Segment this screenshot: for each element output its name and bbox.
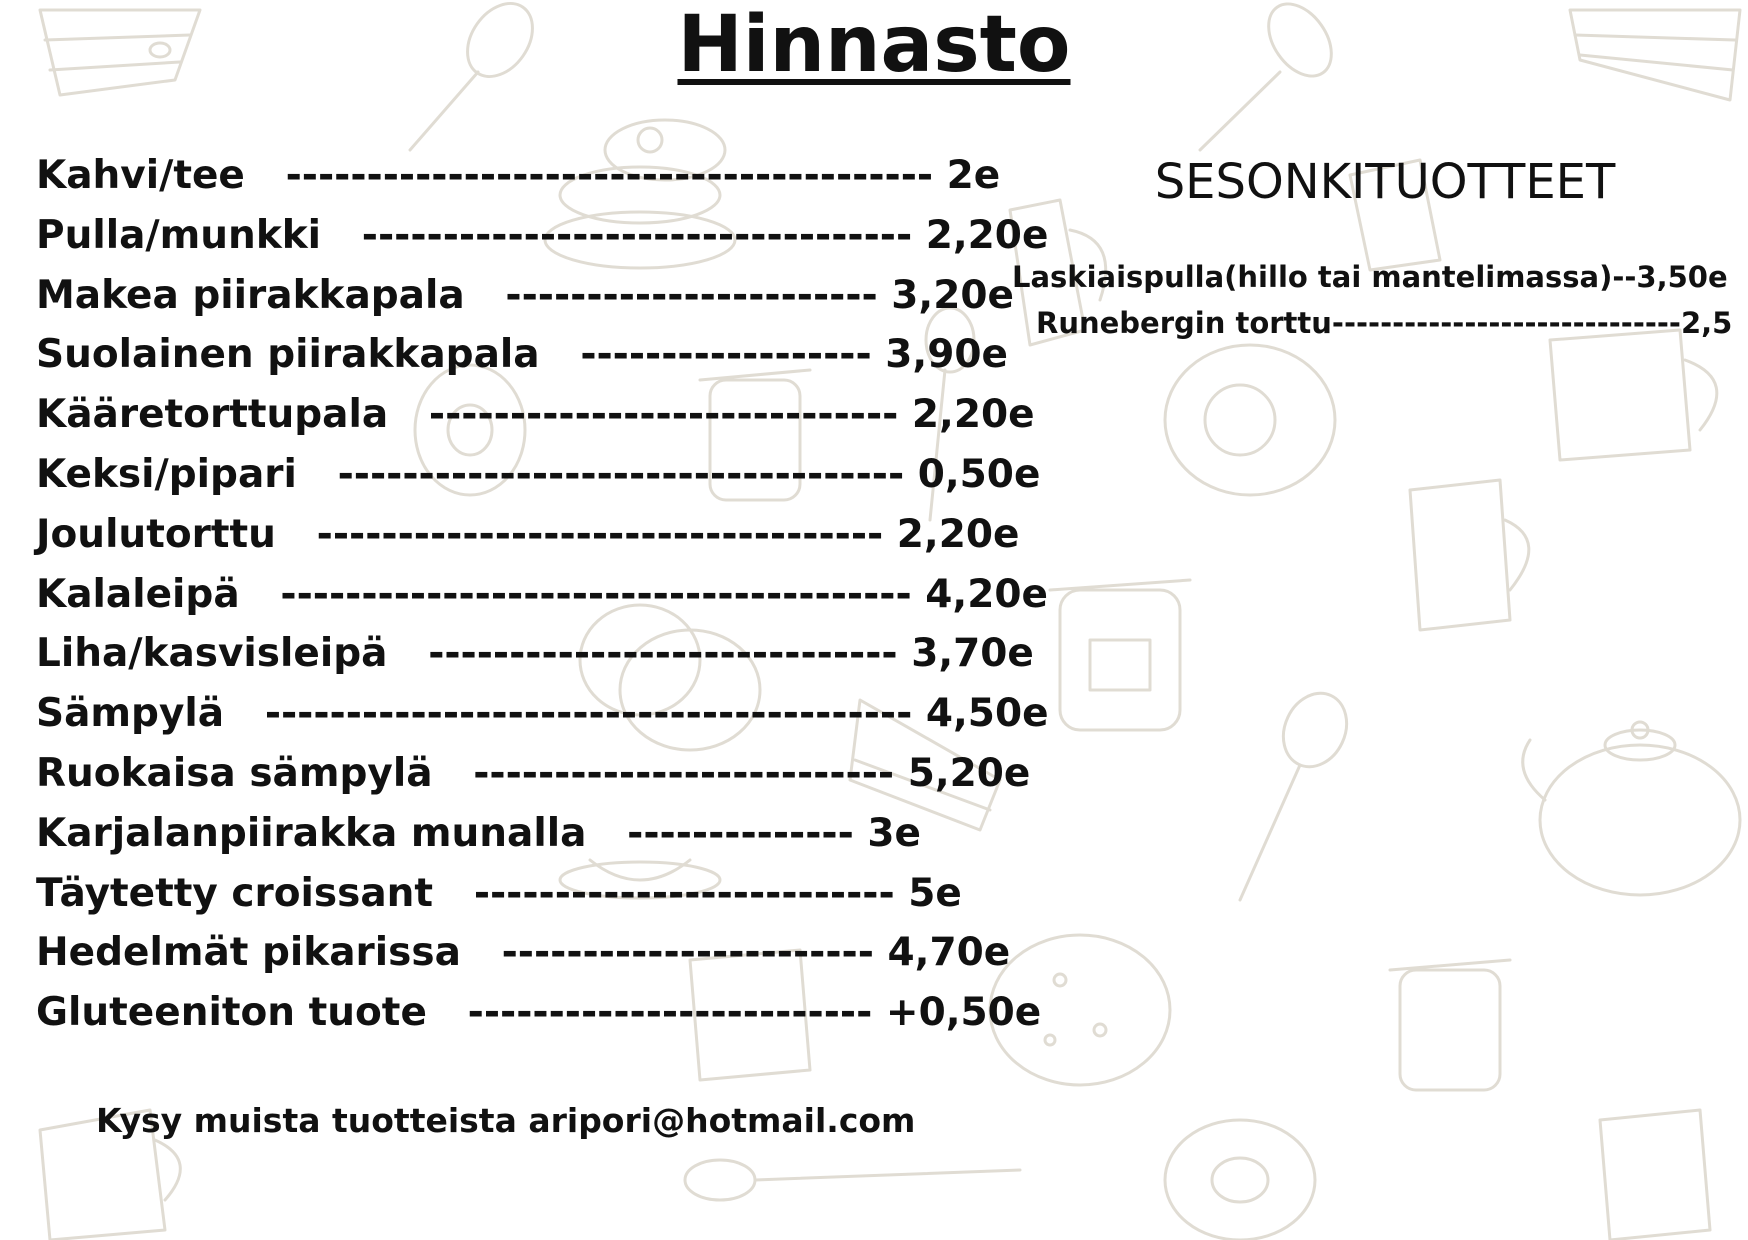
price-value: 5,20e <box>907 750 1031 796</box>
price-dashes: ----------------------------- <box>428 392 899 438</box>
price-value: 2,20e <box>896 511 1020 557</box>
teapot-icon <box>1523 722 1740 895</box>
price-value: 4,50e <box>925 691 1049 737</box>
price-dashes: -------------------------- <box>473 750 895 796</box>
price-value: 5e <box>908 870 962 916</box>
seasonal-heading: SESONKITUOTTEET <box>1154 154 1616 210</box>
price-row <box>36 505 1049 565</box>
seasonal-list <box>990 254 1748 346</box>
price-item-name: Pulla/munkki <box>36 212 322 258</box>
price-value: 2,20e <box>911 392 1035 438</box>
price-item-name: Ruokaisa sämpylä <box>36 750 433 796</box>
seasonal-item: Runebergin torttu-----------------------------2,5 <box>1036 306 1733 340</box>
price-row <box>36 864 1049 924</box>
price-value: 4,20e <box>925 571 1048 617</box>
price-row <box>36 565 1049 625</box>
spoon-icon <box>685 1160 1020 1200</box>
price-dashes: --------------------------------------- <box>280 571 912 617</box>
spoon-icon <box>1240 683 1358 900</box>
price-item-name: Joulutorttu <box>36 511 276 557</box>
price-dashes: ------------------ <box>580 332 872 378</box>
price-item-name: Makea piirakkapala <box>36 272 465 318</box>
price-row <box>36 445 1049 505</box>
jar-icon <box>1390 960 1510 1090</box>
price-item-name: Täytetty croissant <box>36 870 434 916</box>
price-item-name: Suolainen piirakkapala <box>36 332 540 378</box>
price-dashes: ----------------------------------- <box>337 451 905 497</box>
page-title: Hinnasto <box>677 0 1071 90</box>
price-row <box>36 385 1049 445</box>
price-row <box>36 624 1049 684</box>
price-dashes: ---------------------------------- <box>361 212 913 258</box>
price-item-name: Gluteeniton tuote <box>36 990 427 1036</box>
price-item-name: Hedelmät pikarissa <box>36 930 461 976</box>
price-dashes: ----------------------- <box>505 272 878 318</box>
price-dashes: ------------------------- <box>467 990 873 1036</box>
price-item-name: Kahvi/tee <box>36 153 245 198</box>
price-row <box>36 744 1049 804</box>
price-item-name: Liha/kasvisleipä <box>36 631 388 677</box>
price-row <box>36 325 1049 385</box>
price-dashes: ----------------------- <box>501 930 874 976</box>
price-item-name: Karjalanpiirakka munalla <box>36 810 587 856</box>
price-item-name: Keksi/pipari <box>36 451 297 497</box>
cup-icon <box>1600 1110 1710 1240</box>
cup-icon <box>1550 330 1717 460</box>
price-row <box>36 266 1049 326</box>
price-item-name: Sämpylä <box>36 691 225 737</box>
price-item-name: Kalaleipä <box>36 571 240 617</box>
price-value: 4,70e <box>887 930 1011 976</box>
price-dashes: ---------------------------------------- <box>285 153 934 198</box>
seasonal-item: Laskiaispulla(hillo tai mantelimassa)--3,50e <box>1012 260 1728 294</box>
pretzel-icon <box>1165 1120 1315 1240</box>
price-row <box>36 684 1049 744</box>
price-row <box>36 983 1049 1043</box>
price-value: 2e <box>946 153 1001 198</box>
price-dashes: ----------------------------------- <box>316 511 884 557</box>
price-row <box>36 146 1049 206</box>
price-item-name: Kääretorttupala <box>36 392 389 438</box>
price-value: 3,70e <box>911 631 1034 677</box>
price-dashes: -------------------------- <box>473 870 895 916</box>
contact-text: Kysy muista tuotteista aripori@hotmail.com <box>96 1101 916 1140</box>
price-dashes: ----------------------------- <box>428 631 898 677</box>
price-row <box>36 804 1049 864</box>
price-dashes: -------------- <box>627 810 854 856</box>
price-value: 3,90e <box>885 332 1008 378</box>
cup-icon <box>1410 480 1529 630</box>
price-row <box>36 206 1049 266</box>
price-row <box>36 923 1049 983</box>
pretzel-icon <box>1165 345 1335 495</box>
price-dashes: ---------------------------------------- <box>264 691 913 737</box>
price-value: +0,50e <box>885 990 1042 1036</box>
jar-icon <box>1050 580 1190 730</box>
price-value: 3,20e <box>891 272 1014 318</box>
price-list <box>36 146 1049 1043</box>
price-value: 0,50e <box>917 451 1041 497</box>
price-value: 3e <box>867 810 921 856</box>
price-value: 2,20e <box>925 212 1049 258</box>
